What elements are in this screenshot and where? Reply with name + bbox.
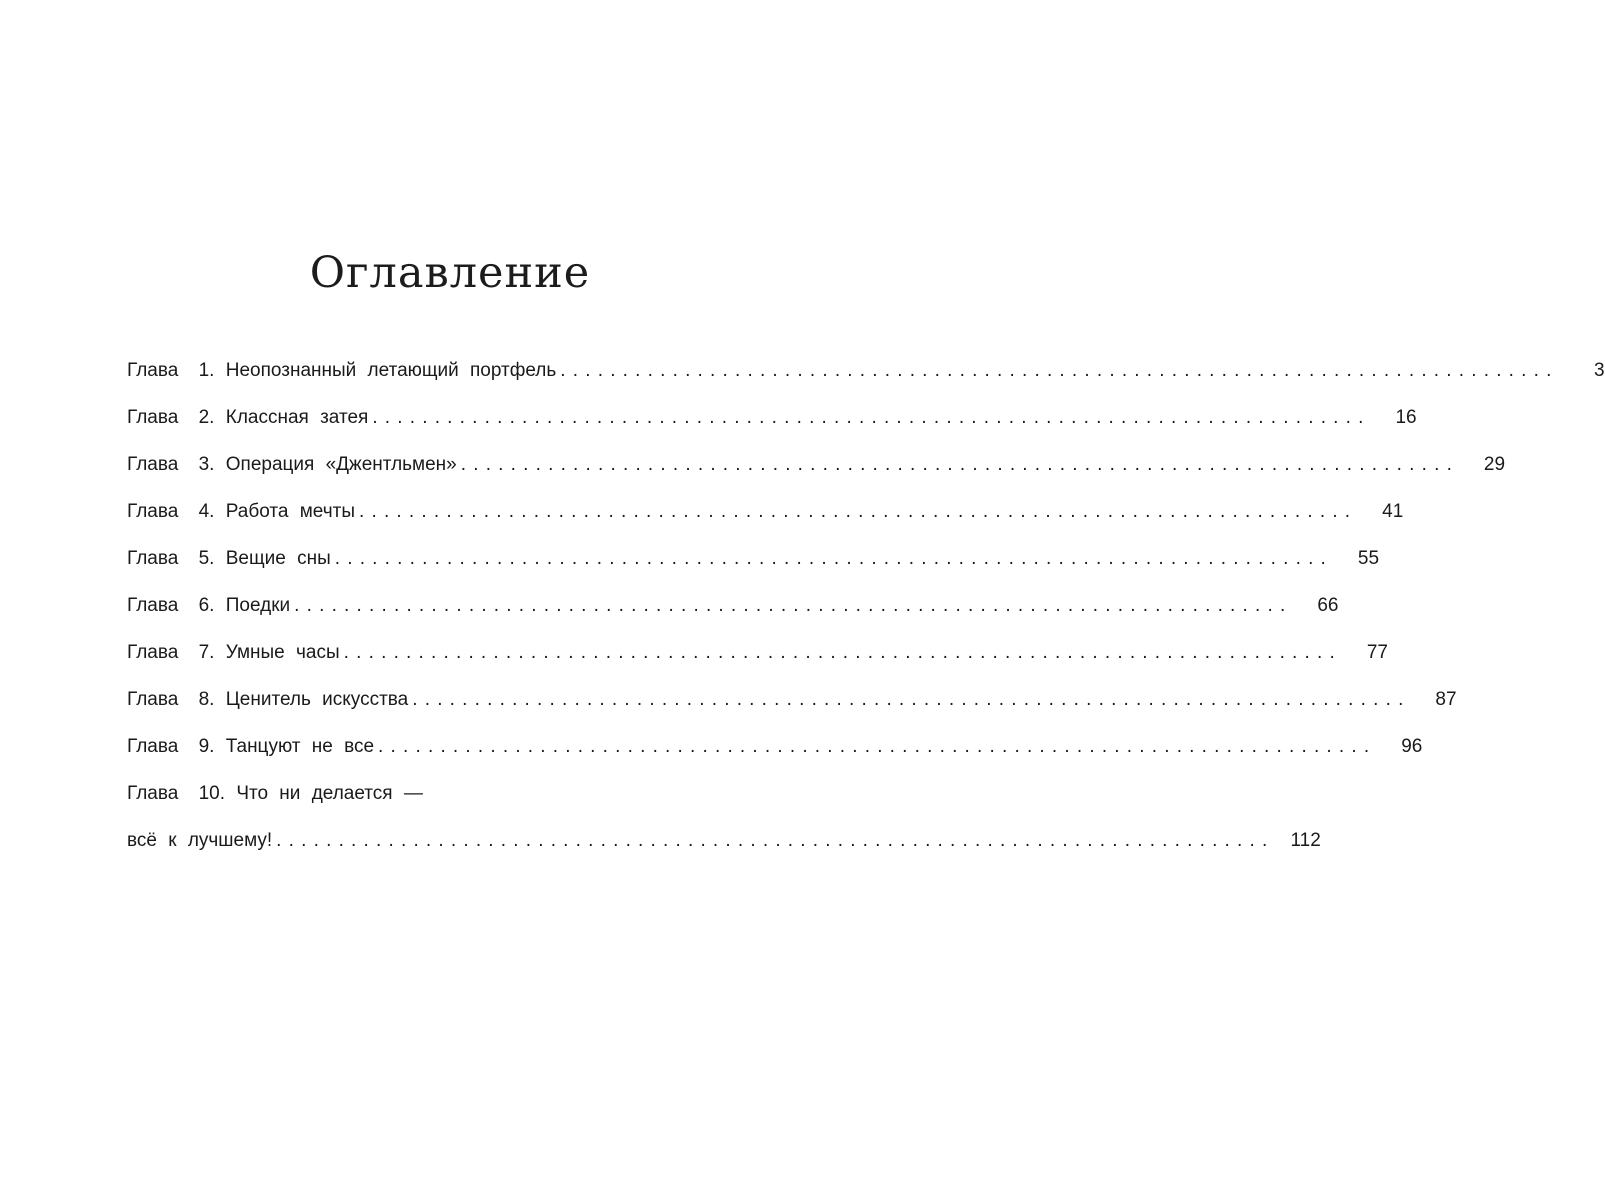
chapter-heading xyxy=(127,356,556,386)
dot-leader: ................................................................................ xyxy=(294,595,1293,616)
chapter-title: Что ни делается — xyxy=(236,783,423,804)
page-number: 3 xyxy=(1594,360,1605,381)
chapter-label: Глава xyxy=(127,736,179,757)
chapter-label: Глава xyxy=(127,595,179,616)
toc-entry xyxy=(127,638,1388,685)
chapter-label: Глава xyxy=(127,360,179,381)
toc-entry xyxy=(127,732,1423,779)
dot-leader: ................................................................................ xyxy=(334,548,1334,569)
chapter-number: 9. xyxy=(198,736,215,757)
chapter-title: Операция «Джентльмен» xyxy=(225,454,457,475)
chapter-label: Глава xyxy=(127,454,179,475)
chapter-heading xyxy=(127,591,290,621)
chapter-number: 10. xyxy=(198,783,226,804)
chapter-title: Классная затея xyxy=(225,407,369,428)
chapter-title: Танцуют не все xyxy=(225,736,375,757)
chapter-title-continuation: всё к лучшему! xyxy=(127,830,273,851)
chapter-number: 4. xyxy=(198,501,215,522)
chapter-heading xyxy=(127,685,408,715)
page-number: 112 xyxy=(1290,830,1321,851)
chapter-number: 7. xyxy=(198,642,215,663)
page-number: 29 xyxy=(1483,454,1506,475)
page-number: 96 xyxy=(1401,736,1423,757)
chapter-title: Ценитель искусства xyxy=(225,689,409,710)
dot-leader: ................................................................................ xyxy=(358,501,1358,522)
dot-leader: ................................................................................ xyxy=(276,830,1275,851)
page-number: 55 xyxy=(1357,548,1380,569)
chapter-number: 5. xyxy=(198,548,215,569)
chapter-title: Вещие сны xyxy=(225,548,331,569)
toc-entry xyxy=(127,591,1339,638)
dot-leader: ................................................................................ xyxy=(460,454,1460,475)
dot-leader: ................................................................................ xyxy=(372,407,1371,428)
chapter-heading xyxy=(127,779,423,809)
chapter-heading xyxy=(127,544,331,574)
toc-entry xyxy=(127,544,1380,591)
chapter-heading xyxy=(127,732,374,762)
toc-entry xyxy=(127,403,1417,450)
chapter-title: Работа мечты xyxy=(225,501,355,522)
chapter-title: Неопознанный летающий портфель xyxy=(225,360,557,381)
toc-entry xyxy=(127,685,1457,732)
page-number: 66 xyxy=(1317,595,1339,616)
chapter-label: Глава xyxy=(127,501,179,522)
chapter-heading xyxy=(127,450,457,480)
page-number: 41 xyxy=(1382,501,1404,522)
chapter-number: 2. xyxy=(198,407,215,428)
page-title: Оглавление xyxy=(309,248,591,298)
chapter-label: Глава xyxy=(127,642,179,663)
page-number: 16 xyxy=(1395,407,1417,428)
chapter-label: Глава xyxy=(127,783,179,804)
chapter-heading xyxy=(127,638,340,668)
page-number: 87 xyxy=(1435,689,1457,710)
toc-entry xyxy=(127,497,1404,544)
dot-leader: ................................................................................ xyxy=(560,360,1559,381)
chapter-label: Глава xyxy=(127,407,179,428)
toc-entry xyxy=(127,356,1605,403)
chapter-label: Глава xyxy=(127,548,179,569)
dot-leader: ................................................................................ xyxy=(412,689,1411,710)
page-number: 77 xyxy=(1366,642,1388,663)
toc-entry xyxy=(127,779,1321,873)
table-of-contents xyxy=(127,356,1605,873)
chapter-number: 1. xyxy=(198,360,215,381)
chapter-heading xyxy=(127,403,368,433)
chapter-title: Поедки xyxy=(225,595,291,616)
toc-entry xyxy=(127,450,1506,497)
chapter-heading xyxy=(127,497,355,527)
chapter-label: Глава xyxy=(127,689,179,710)
dot-leader: ................................................................................ xyxy=(343,642,1342,663)
chapter-title: Умные часы xyxy=(225,642,340,663)
chapter-number: 8. xyxy=(198,689,215,710)
chapter-number: 6. xyxy=(198,595,215,616)
chapter-number: 3. xyxy=(198,454,215,475)
dot-leader: ................................................................................ xyxy=(378,736,1377,757)
